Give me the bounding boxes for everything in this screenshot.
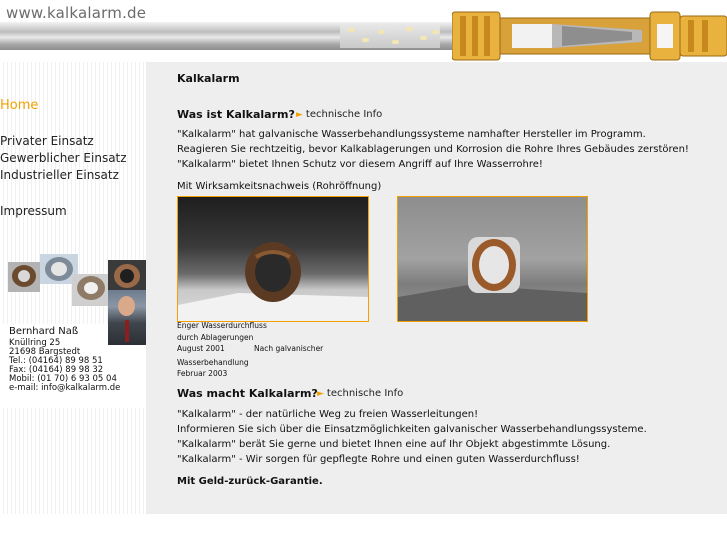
- section2-paragraph-1: "Kalkalarm" - der natürliche Weg zu freien Wasserleitungen!: [177, 409, 479, 420]
- nav-item-gewerblicher-einsatz[interactable]: Gewerblicher Einsatz: [0, 151, 127, 165]
- section2-heading: Was macht Kalkalarm?: [177, 387, 318, 400]
- main-content: [146, 62, 727, 514]
- arrow-right-icon: ►: [317, 389, 324, 399]
- sidebar: [0, 62, 146, 514]
- site-url: www.kalkalarm.de: [6, 4, 147, 22]
- caption-after-line-2: Wasserbehandlung: [177, 358, 249, 367]
- pipe-fitting-graphic: [452, 10, 727, 62]
- section2-paragraph-2: Informieren Sie sich über die Einsatzmöglichkeiten galvanischer Wasserbehandlungssysteme.: [177, 424, 647, 435]
- header-banner: [0, 0, 727, 62]
- guarantee-text: Mit Geld-zurück-Garantie.: [177, 476, 323, 487]
- pipe-deposits-graphic: [340, 24, 440, 48]
- section2-technical-info-link[interactable]: ► technische Info: [317, 388, 404, 399]
- contact-email[interactable]: e-mail: info@kalkalarm.de: [9, 383, 121, 393]
- section2-paragraph-3: "Kalkalarm" berät Sie gerne und bietet Ihnen eine auf Ihr Objekt abgestimmte Lösung.: [177, 439, 611, 450]
- caption-after-line-3: Februar 2003: [177, 369, 228, 378]
- section2-paragraph-4: "Kalkalarm" - Wir sorgen für gepflegte Rohre und einen guten Wasserdurchfluss!: [177, 454, 580, 465]
- section1-technical-info-link[interactable]: ► technische Info: [296, 109, 383, 120]
- caption-before-line-2: durch Ablagerungen: [177, 333, 254, 342]
- nav-item-industrieller-einsatz[interactable]: Industrieller Einsatz: [0, 168, 119, 182]
- page-footer-space: [0, 514, 727, 545]
- section1-heading: Was ist Kalkalarm?: [177, 108, 295, 121]
- nav-item-home[interactable]: Home: [0, 98, 39, 113]
- section1-paragraph-2: Reagieren Sie rechtzeitig, bevor Kalkablagerungen und Korrosion die Rohre Ihres Gebäudes zerstören!: [177, 144, 689, 155]
- caption-before-line-3: August 2001: [177, 344, 225, 353]
- pipe-before-photo: [177, 196, 369, 322]
- caption-before-line-1: Enger Wasserdurchfluss: [177, 321, 267, 330]
- arrow-right-icon: ►: [296, 110, 303, 120]
- proof-text: Mit Wirksamkeitsnachweis (Rohröffnung): [177, 181, 382, 192]
- contact-phone: Tel.: (04164) 89 98 51: [9, 356, 103, 366]
- contact-mobile: Mobil: (01 70) 6 93 05 04: [9, 374, 117, 384]
- contact-city: 21698 Bargstedt: [9, 347, 81, 357]
- page-title: Kalkalarm: [177, 72, 240, 85]
- contact-street: Knüllring 25: [9, 338, 61, 348]
- nav-item-impressum[interactable]: Impressum: [0, 204, 67, 218]
- owner-portrait: [108, 290, 146, 345]
- nav-item-privater-einsatz[interactable]: Privater Einsatz: [0, 134, 94, 148]
- contact-fax: Fax: (04164) 89 98 32: [9, 365, 104, 375]
- caption-after-line-1: Nach galvanischer: [254, 344, 324, 353]
- section1-paragraph-1: "Kalkalarm" hat galvanische Wasserbehandlungssysteme namhafter Hersteller im Programm.: [177, 129, 646, 140]
- contact-name: Bernhard Naß: [9, 326, 79, 337]
- pipe-after-photo: [397, 196, 588, 322]
- section1-paragraph-3: "Kalkalarm" bietet Ihnen Schutz vor diesem Angriff auf Ihre Wasserrohre!: [177, 159, 543, 170]
